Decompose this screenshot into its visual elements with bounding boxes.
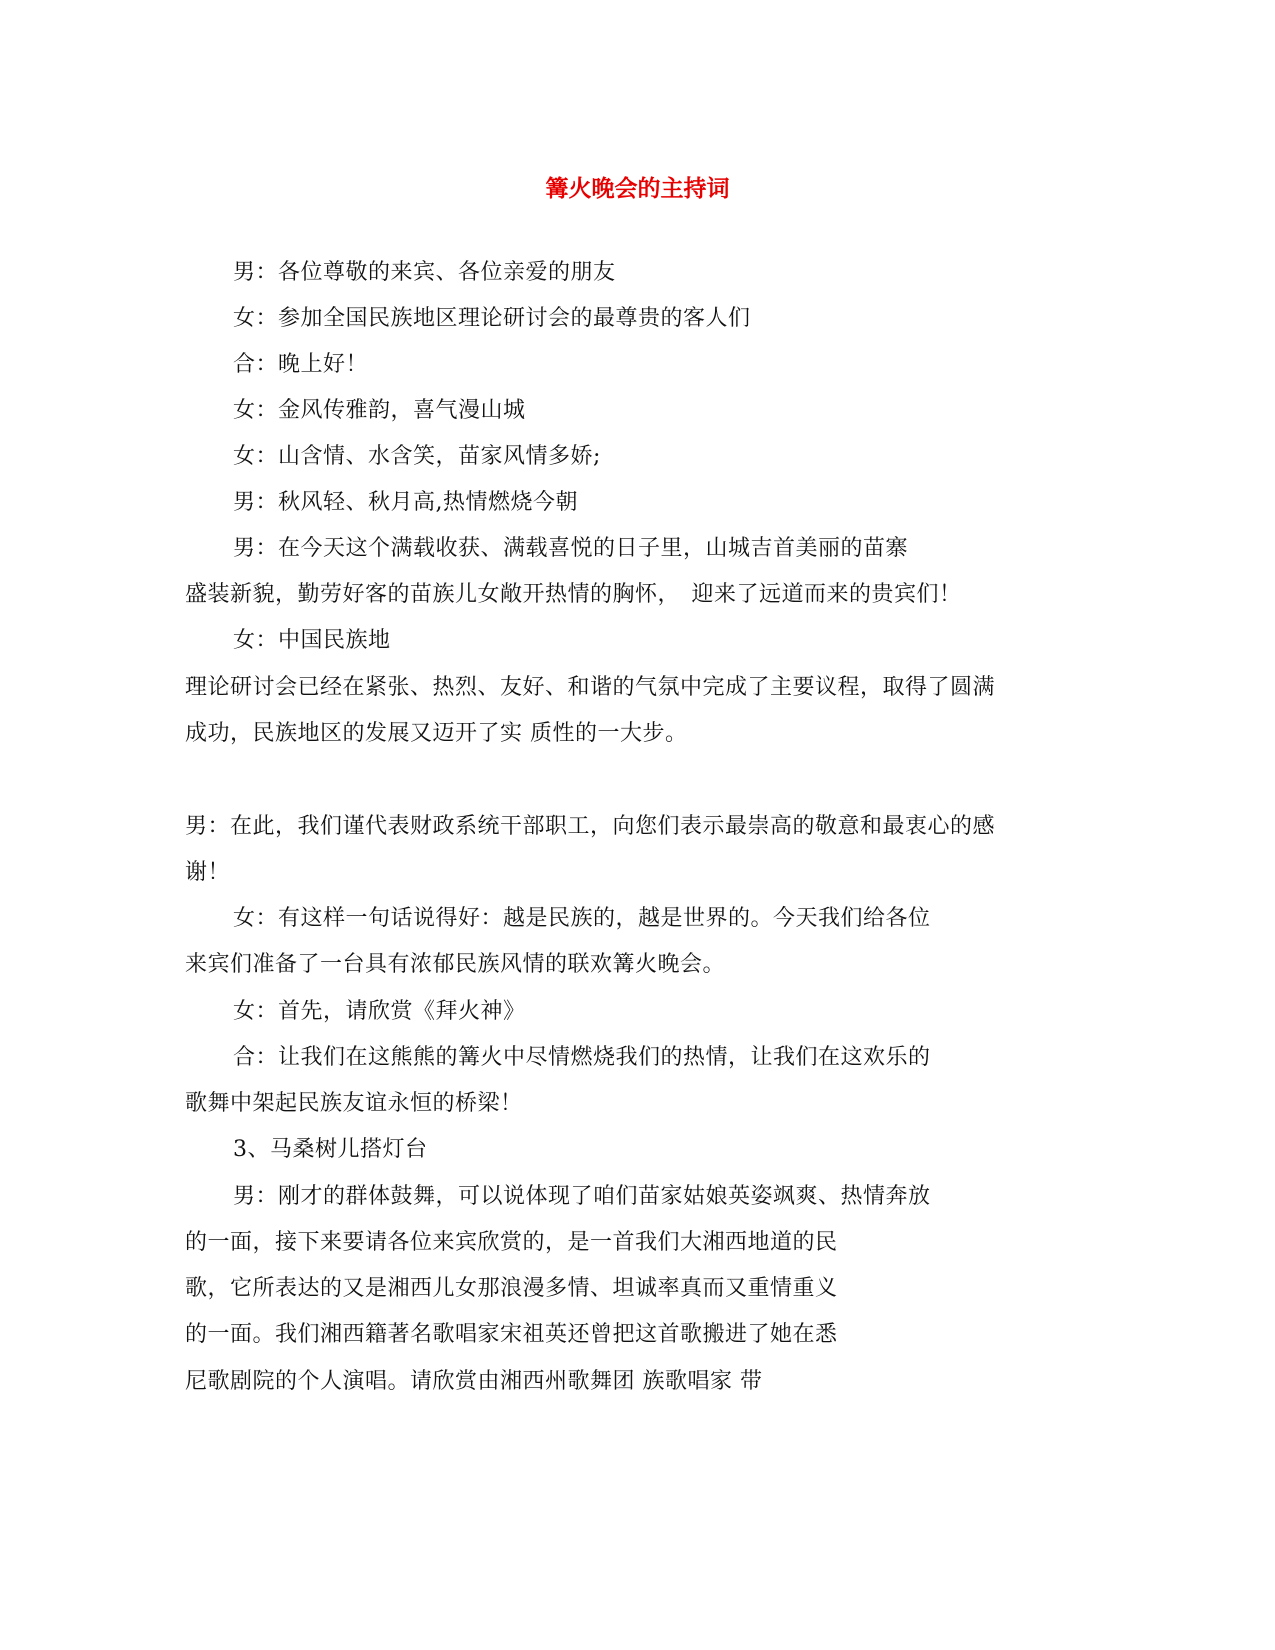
paragraph-line: 合：让我们在这熊熊的篝火中尽情燃烧我们的热情，让我们在这欢乐的 bbox=[233, 1045, 931, 1070]
paragraph-line: 男：各位尊敬的来宾、各位亲爱的朋友 bbox=[233, 260, 616, 285]
paragraph-line: 女：山含情、水含笑，苗家风情多娇; bbox=[233, 444, 601, 469]
paragraph-line: 女：首先，请欣赏《拜火神》 bbox=[233, 999, 526, 1024]
paragraph-line: 歌舞中架起民族友谊永恒的桥梁！ bbox=[185, 1091, 523, 1116]
paragraph-line: 理论研讨会已经在紧张、热烈、友好、和谐的气氛中完成了主要议程，取得了圆满 bbox=[185, 675, 996, 700]
paragraph-line: 尼歌剧院的个人演唱。请欣赏由湘西州歌舞团 族歌唱家 带 bbox=[185, 1369, 763, 1394]
paragraph-line: 男：在今天这个满载收获、满载喜悦的日子里，山城吉首美丽的苗寨 bbox=[233, 536, 909, 561]
paragraph-line: 谢！ bbox=[185, 860, 231, 885]
paragraph-line: 来宾们准备了一台具有浓郁民族风情的联欢篝火晚会。 bbox=[185, 952, 726, 977]
document-title: 篝火晚会的主持词 bbox=[545, 176, 730, 202]
paragraph-line: 男：在此，我们谨代表财政系统干部职工，向您们表示最崇高的敬意和最衷心的感 bbox=[185, 814, 996, 839]
paragraph-line: 合：晚上好！ bbox=[233, 352, 369, 377]
paragraph-line: 男：秋风轻、秋月高,热情燃烧今朝 bbox=[233, 490, 578, 515]
section-heading: 3、马桑树儿搭灯台 bbox=[233, 1137, 428, 1162]
paragraph-line: 女：中国民族地 bbox=[233, 628, 391, 653]
paragraph-line: 歌，它所表达的又是湘西儿女那浪漫多情、坦诚率真而又重情重义 bbox=[185, 1276, 838, 1301]
paragraph-line: 女：金风传雅韵，喜气漫山城 bbox=[233, 398, 526, 423]
paragraph-line: 成功，民族地区的发展又迈开了实 质性的一大步。 bbox=[185, 721, 688, 746]
paragraph-line: 的一面。我们湘西籍著名歌唱家宋祖英还曾把这首歌搬进了她在悉 bbox=[185, 1322, 838, 1347]
paragraph-line: 男：刚才的群体鼓舞，可以说体现了咱们苗家姑娘英姿飒爽、热情奔放 bbox=[233, 1184, 931, 1209]
paragraph-line: 盛装新貌，勤劳好客的苗族儿女敞开热情的胸怀， 迎来了远道而来的贵宾们！ bbox=[185, 582, 962, 607]
paragraph-line: 女：参加全国民族地区理论研讨会的最尊贵的客人们 bbox=[233, 306, 751, 331]
paragraph-line: 的一面，接下来要请各位来宾欣赏的，是一首我们大湘西地道的民 bbox=[185, 1230, 838, 1255]
paragraph-line: 女：有这样一句话说得好：越是民族的，越是世界的。今天我们给各位 bbox=[233, 906, 931, 931]
